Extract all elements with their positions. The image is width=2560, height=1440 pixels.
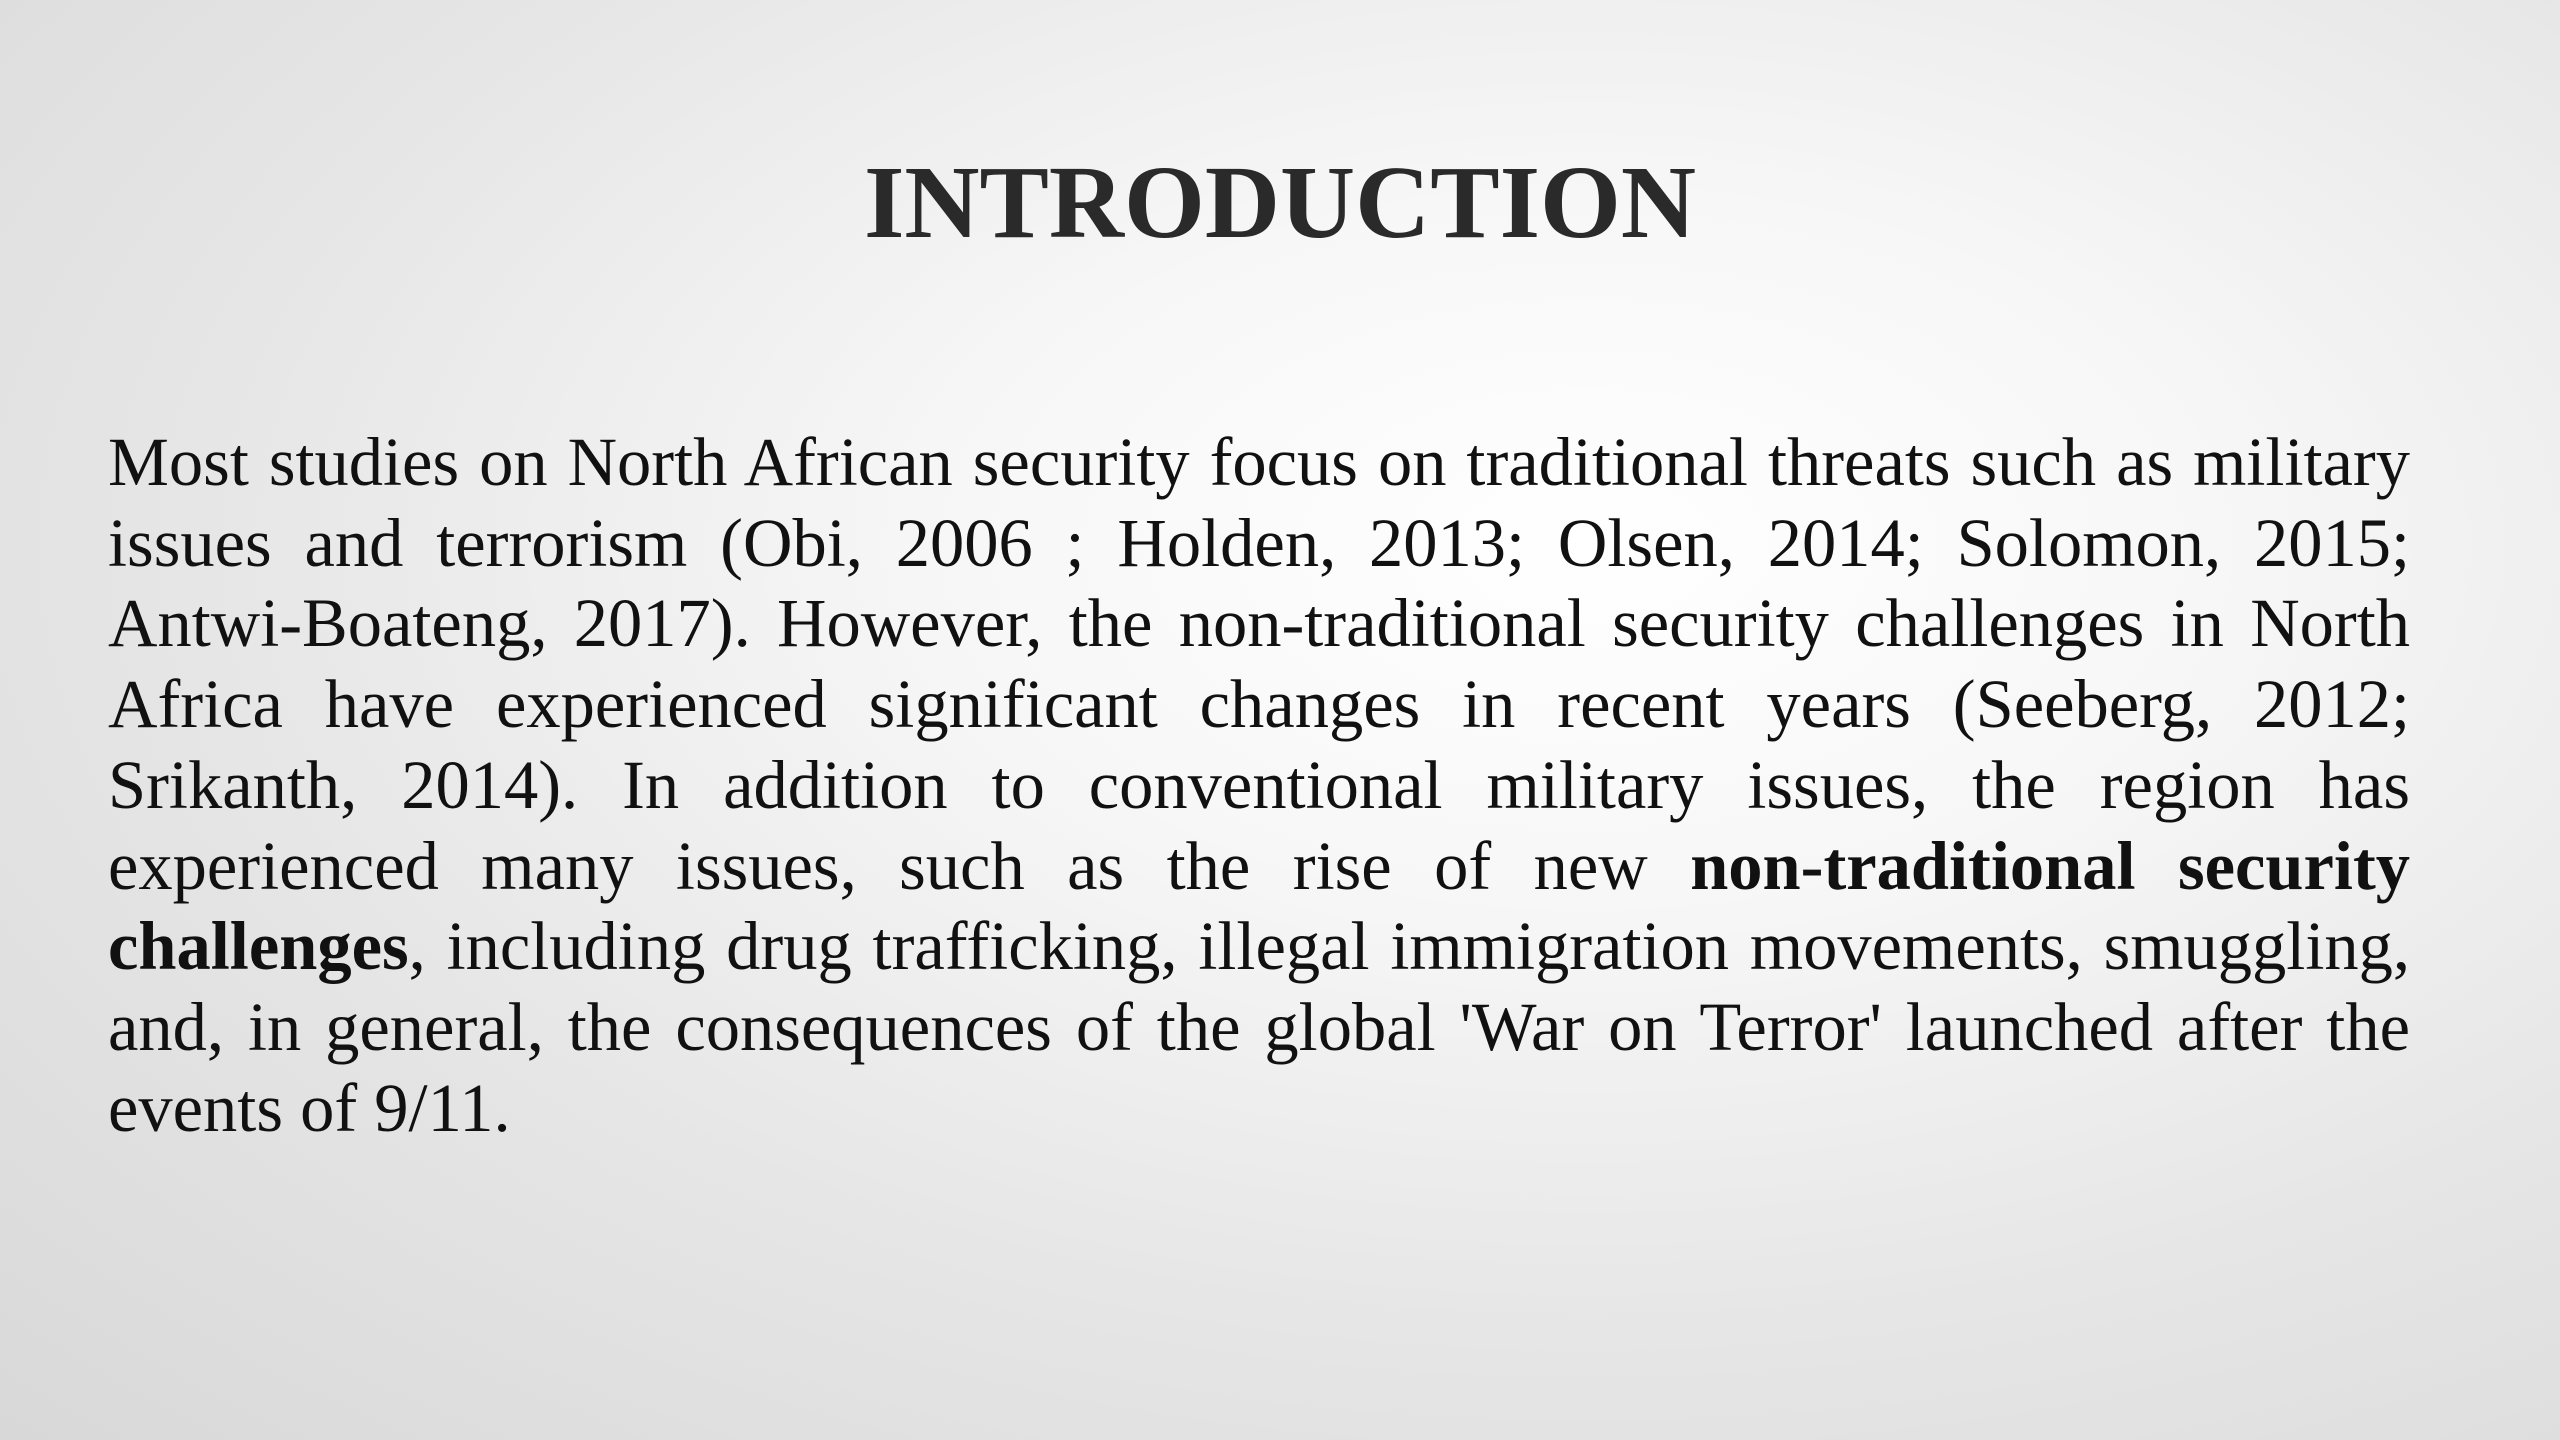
paragraph-bold-phrase: non-traditional security challenges	[108, 827, 2411, 985]
paragraph-text-start: Most studies on North African security focus on traditional threats such as military issues and terrorism (Obi, 2006 ; Holden, 2013; Olsen, 2014; Solomon, 2015; Antwi-Boateng, 2017). However, the non-traditional security challenges in North Africa have experienced significant changes in recent years (Seeberg, 2012; Srikanth, 2014). In addition to conventional military issues, the region has experienced many issues, such as the rise of new	[108, 424, 2410, 904]
paragraph-text-end: , including drug trafficking, illegal immigration movements, smuggling, and, in general, the consequences of the global 'War on Terror' launched after the events of 9/11.	[108, 908, 2410, 1146]
slide-title: INTRODUCTION	[863, 145, 1697, 260]
introduction-paragraph	[108, 422, 2410, 1148]
